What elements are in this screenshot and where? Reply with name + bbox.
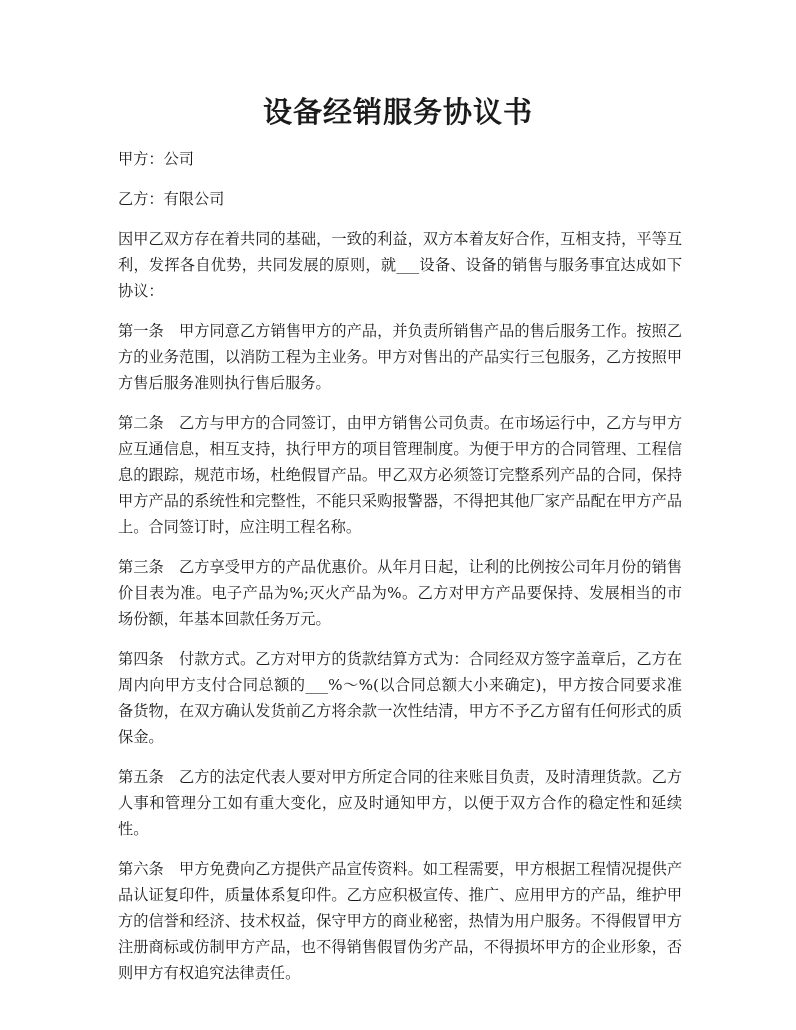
article-5-paragraph: 第五条 乙方的法定代表人要对甲方所定合同的往来账目负责，及时清理货款。乙方人事和管理分工如有重大变化，应及时通知甲方，以便于双方合作的稳定性和延续性。 xyxy=(118,768,682,838)
article-4-paragraph: 第四条 付款方式。乙方对甲方的货款结算方式为：合同经双方签字盖章后，乙方在周内向甲方支付合同总额的___%～%(以合同总额大小来确定)，甲方按合同要求准备货物，在双方确认发货前乙方将余款一次性结清，甲方不予乙方留有任何形式的质保金。 xyxy=(118,650,682,746)
party-b-line: 乙方：有限公司 xyxy=(118,190,225,208)
article-2-paragraph: 第二条 乙方与甲方的合同签订，由甲方销售公司负责。在市场运行中，乙方与甲方应互通信息，相互支持，执行甲方的项目管理制度。为便于甲方的合同管理、工程信息的跟踪，规范市场，杜绝假冒产品。甲乙双方必须签订完整系列产品的合同，保持甲方产品的系统性和完整性，不能只采购报警器，不得把其他厂家产品配在甲方产品上。合同签订时，应注明工程名称。 xyxy=(118,414,682,536)
article-1-paragraph: 第一条 甲方同意乙方销售甲方的产品，并负责所销售产品的售后服务工作。按照乙方的业务范围，以消防工程为主业务。甲方对售出的产品实行三包服务，乙方按照甲方售后服务准则执行售后服务。 xyxy=(118,322,682,392)
document-title: 设备经销服务协议书 xyxy=(262,95,533,129)
article-6-paragraph: 第六条 甲方免费向乙方提供产品宣传资料。如工程需要，甲方根据工程情况提供产品认证复印件，质量体系复印件。乙方应积极宣传、推广、应用甲方的产品，维护甲方的信誉和经济、技术权益，保守甲方的商业秘密，热情为用户服务。不得假冒甲方注册商标或仿制甲方产品，也不得销售假冒伪劣产品，不得损坏甲方的企业形象，否则甲方有权追究法律责任。 xyxy=(118,860,682,982)
article-3-paragraph: 第三条 乙方享受甲方的产品优惠价。从年月日起，让利的比例按公司年月份的销售价目表为准。电子产品为%;灭火产品为%。乙方对甲方产品要保持、发展相当的市场份额，年基本回款任务万元。 xyxy=(118,558,682,628)
party-a-line: 甲方：公司 xyxy=(118,150,194,168)
preamble-paragraph: 因甲乙双方存在着共同的基础，一致的利益，双方本着友好合作，互相支持，平等互利，发挥各自优势，共同发展的原则，就___设备、设备的销售与服务事宜达成如下协议： xyxy=(118,230,682,300)
document-body xyxy=(118,146,682,1000)
